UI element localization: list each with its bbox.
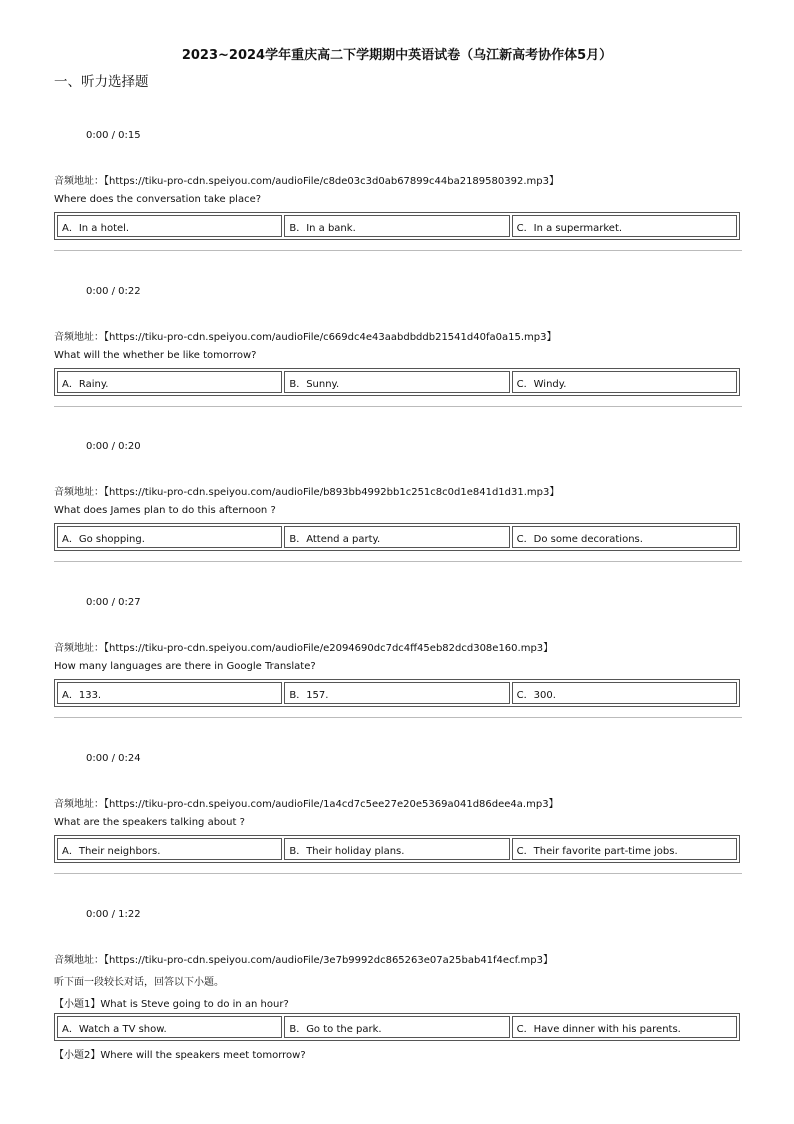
options-row [54,679,740,707]
option-c[interactable]: C．300. [512,682,737,704]
option-b[interactable]: B．In a bank. [284,215,509,237]
option-b[interactable]: B．Sunny. [284,371,509,393]
question-stem: What will the whether be like tomorrow? [54,350,257,361]
option-b[interactable]: B．157. [284,682,509,704]
divider [54,873,742,874]
question-stem: Where does the conversation take place? [54,194,262,205]
option-a[interactable]: A．Go shopping. [57,526,282,548]
audio-url: 音频地址：【https://tiku-pro-cdn.speiyou.com/audioFile/3e7b9992dc865263e07a25bab41f4ecf.mp3】 [54,955,553,966]
options-row [54,212,740,240]
options-row [54,835,740,863]
divider [54,406,742,407]
option-a[interactable]: A．In a hotel. [57,215,282,237]
audio-time[interactable]: 0:00 / 0:24 [86,753,141,764]
section-heading: 一、听力选择题 [54,74,149,90]
option-a[interactable]: A．Watch a TV show. [57,1016,282,1038]
option-b[interactable]: B．Go to the park. [284,1016,509,1038]
option-c[interactable]: C．In a supermarket. [512,215,737,237]
question-stem: What are the speakers talking about ? [54,817,245,828]
audio-url: 音频地址：【https://tiku-pro-cdn.speiyou.com/audioFile/c8de03c3d0ab67899c44ba2189580392.mp3】 [54,176,559,187]
question-stem: What does James plan to do this afternoon ? [54,505,276,516]
sub-question-1: 【小题1】What is Steve going to do in an hour? [54,999,289,1010]
option-a[interactable]: A．133. [57,682,282,704]
divider [54,561,742,562]
options-row [54,368,740,396]
question-stem: How many languages are there in Google Translate? [54,661,316,672]
option-a[interactable]: A．Rainy. [57,371,282,393]
option-c[interactable]: C．Have dinner with his parents. [512,1016,737,1038]
option-a[interactable]: A．Their neighbors. [57,838,282,860]
audio-time[interactable]: 0:00 / 1:22 [86,909,141,920]
audio-time[interactable]: 0:00 / 0:15 [86,130,141,141]
audio-time[interactable]: 0:00 / 0:20 [86,441,141,452]
options-row [54,523,740,551]
option-c[interactable]: C．Do some decorations. [512,526,737,548]
audio-url: 音频地址：【https://tiku-pro-cdn.speiyou.com/audioFile/b893bb4992bb1c251c8c0d1e841d1d31.mp3】 [54,487,560,498]
audio-time[interactable]: 0:00 / 0:22 [86,286,141,297]
audio-url: 音频地址：【https://tiku-pro-cdn.speiyou.com/audioFile/c669dc4e43aabdbddb21541d40fa0a15.mp3】 [54,332,557,343]
sub-question-2: 【小题2】Where will the speakers meet tomorrow? [54,1050,306,1061]
option-b[interactable]: B．Their holiday plans. [284,838,509,860]
options-row [54,1013,740,1041]
option-c[interactable]: C．Windy. [512,371,737,393]
option-b[interactable]: B．Attend a party. [284,526,509,548]
dialogue-intro: 听下面一段较长对话，回答以下小题。 [54,977,224,988]
divider [54,250,742,251]
audio-time[interactable]: 0:00 / 0:27 [86,597,141,608]
audio-url: 音频地址：【https://tiku-pro-cdn.speiyou.com/audioFile/1a4cd7c5ee27e20e5369a041d86dee4a.mp3】 [54,799,559,810]
audio-url: 音频地址：【https://tiku-pro-cdn.speiyou.com/audioFile/e2094690dc7dc4ff45eb82dcd308e160.mp3】 [54,643,554,654]
option-c[interactable]: C．Their favorite part-time jobs. [512,838,737,860]
divider [54,717,742,718]
page-title: 2023~2024学年重庆高二下学期期中英语试卷（乌江新高考协作体5月） [181,48,613,63]
